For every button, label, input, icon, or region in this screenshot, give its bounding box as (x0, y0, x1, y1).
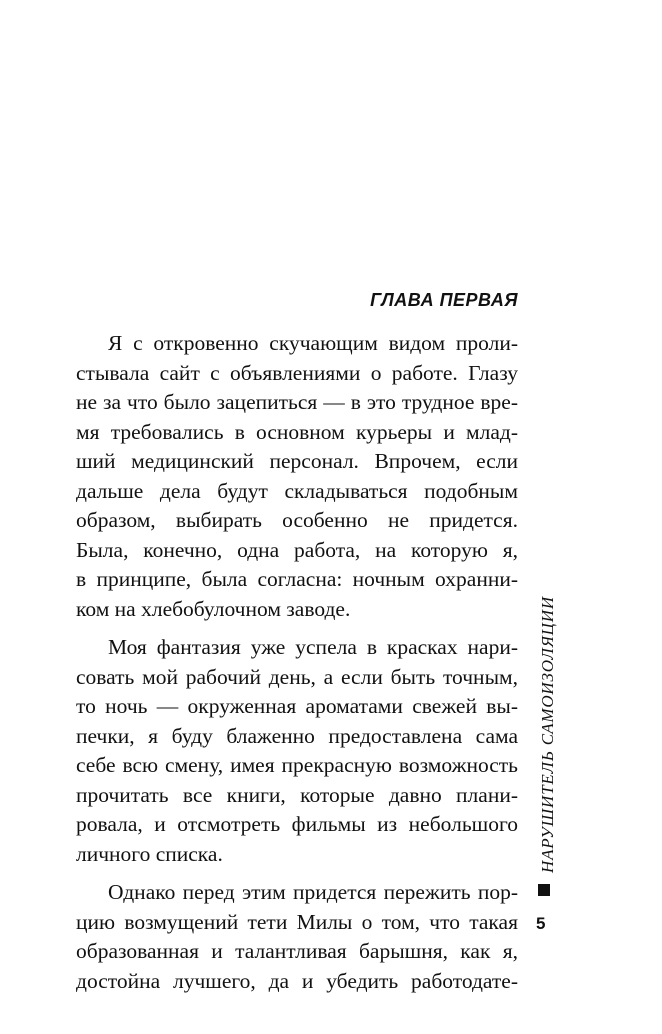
text-line: цию возмущений тети Милы о том, что такая (76, 909, 518, 934)
text-line: ком на хлебобулочном заводе. (76, 596, 351, 621)
running-title: НАРУШИТЕЛЬ САМОИЗОЛЯЦИИ (538, 596, 557, 873)
text-line: ровала, и отсмотреть фильмы из небольшого (76, 812, 518, 836)
text-line: себе всю смену, имея прекрасную возможность (76, 753, 518, 777)
text-line: ший медицинский персонал. Впрочем, если (76, 449, 518, 473)
text-line: личного списка. (76, 841, 223, 866)
paragraph (76, 633, 518, 869)
text-line: не за что было зацепиться — в это трудное вре- (76, 390, 518, 414)
text-line: достойна лучшего, да и убедить работодате- (76, 968, 518, 993)
paragraph (76, 329, 518, 624)
text-line: мя требовались в основном курьеры и млад- (76, 419, 518, 444)
text-line: прочитать все книги, которые давно плани- (76, 782, 518, 807)
text-line: образованная и талантливая барышня, как я, (76, 939, 518, 963)
text-line: совать мой рабочий день, а если быть точным, (76, 664, 518, 689)
text-line: дальше дела будут складываться подобным (76, 478, 518, 503)
text-line: Я с откровенно скучающим видом проли- (108, 331, 518, 355)
body-text (76, 329, 518, 996)
text-line: стывала сайт с объявлениями о работе. Глазу (76, 360, 518, 385)
page-number: 5 (536, 914, 546, 933)
text-line: то ночь — окруженная ароматами свежей вы- (76, 694, 518, 718)
text-line: печки, я буду блаженно предоставлена сама (76, 723, 518, 748)
paragraph (76, 878, 518, 996)
text-line: Однако перед этим придется пережить пор- (108, 880, 518, 904)
chapter-title: ГЛАВА ПЕРВАЯ (370, 290, 518, 310)
text-line: Моя фантазия уже успела в красках нари- (108, 635, 518, 659)
square-marker-icon (538, 884, 550, 896)
text-line: образом, выбирать особенно не придется. (76, 508, 518, 532)
text-line: Была, конечно, одна работа, на которую я, (76, 537, 518, 562)
text-line: в принципе, была согласна: ночным охранни- (76, 567, 518, 591)
